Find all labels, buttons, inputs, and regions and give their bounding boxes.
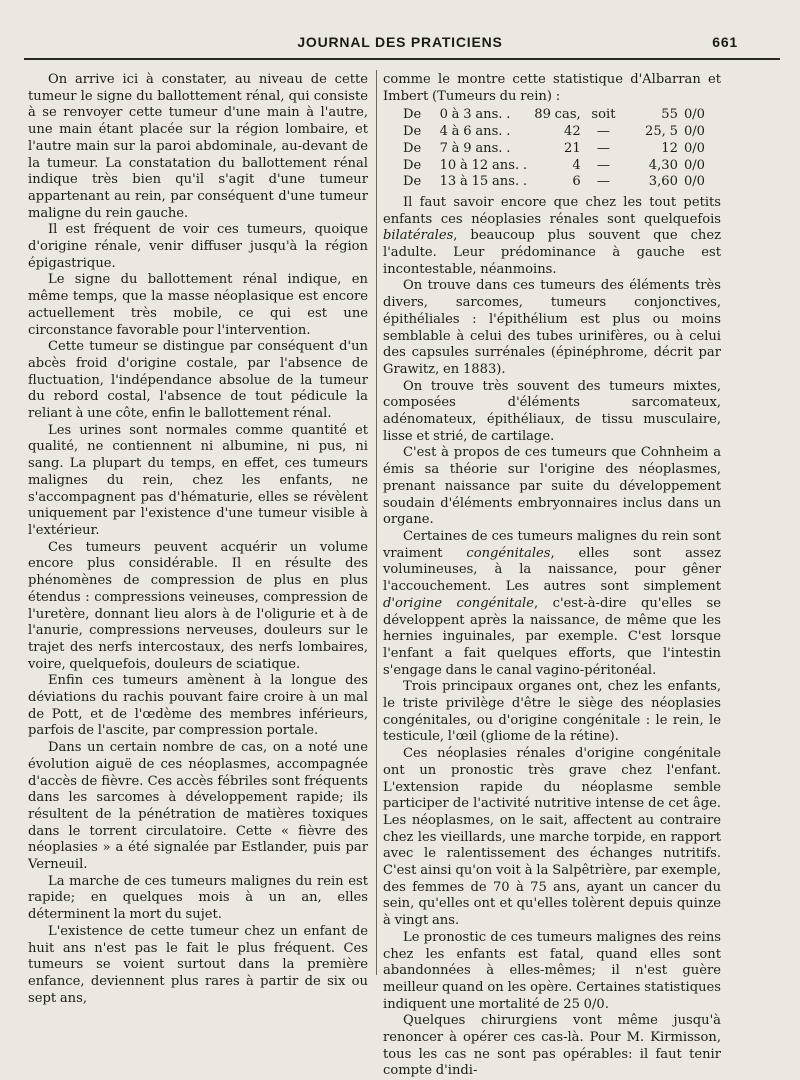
table-cell: [440, 141, 527, 158]
table-cell: 42: [564, 124, 581, 140]
text-run: , elles sont assez volumineuses, à la naissance, pour gêner l'accouchement. Les autres sont simplement: [383, 545, 722, 595]
paragraph: On trouve très souvent des tumeurs mixtes, composées d'éléments sarcomateux, adénomateux, épithéliaux, de tissu musculaire, lisse et strié, de cartilage.: [383, 378, 721, 444]
age-from: 0 à: [439, 107, 460, 123]
paragraph: Le signe du ballottement rénal indique, en même temps, que la masse néoplasique est encore actuellement très mobile, ce qui est une circonstance favorable pour l'intervention.: [28, 272, 368, 338]
table-cell: 4,30: [648, 157, 678, 173]
italic-term: d'origine congénitale: [383, 595, 534, 611]
table-cell: De: [403, 157, 422, 173]
table-cell: 0/0: [683, 157, 706, 173]
table-cell: 0/0: [683, 107, 706, 123]
paragraph: Enfin ces tumeurs amènent à la longue des déviations du rachis pouvant faire croire à un mal de Pott, et de l'œdème des membres inférieurs, parfois de l'ascite, par compression portale.: [28, 673, 368, 739]
table-cell: —: [596, 124, 610, 140]
left-column: [28, 72, 368, 1007]
table-cell: 4: [572, 157, 581, 173]
table-row: [383, 158, 721, 175]
age-to: 15 ans. .: [471, 174, 528, 190]
statistics-table: [383, 107, 721, 191]
paragraph: Trois principaux organes ont, chez les enfants, le triste privilège d'être le siège des néoplasies congénitales, ou d'origine congénitale : le rein, le testicule, l'œil (gliome de la rétine).: [383, 679, 721, 745]
table-cell: 25, 5: [645, 124, 678, 140]
table-cell: —: [596, 140, 610, 156]
running-title: JOURNAL DES PRATICIENS: [297, 34, 503, 50]
paragraph: On trouve dans ces tumeurs des éléments très divers, sarcomes, tumeurs conjonctives, épithéliales : l'épithélium est plus ou moins semblable à celui des tubes urinifères, ou à celui des capsules surrénales (épinéphrome, décrit par Grawitz, en 1883).: [383, 278, 721, 377]
paragraph: Quelques chirurgiens vont même jusqu'à renoncer à opérer ces cas-là. Pour M. Kirmisson, tous les cas ne sont pas opérables: il faut tenir compte d'indi-: [383, 1013, 721, 1079]
table-cell: De: [403, 107, 422, 123]
table-cell: 6: [572, 174, 581, 190]
paragraph: Il est fréquent de voir ces tumeurs, quoique d'origine rénale, venir diffuser jusqu'à la région épigastrique.: [28, 222, 368, 271]
italic-term: bilatérales: [383, 228, 454, 244]
paragraph: Les urines sont normales comme quantité et qualité, ne contiennent ni albumine, ni pus, ni sang. La plupart du temps, en effet, ces tumeurs malignes du rein, chez les enfants, ne s'accompagnent pas d'hématurie, elles se révèlent uniquement par l'existence d'une tumeur visible à l'extérieur.: [28, 422, 368, 538]
italic-term: congénitales: [466, 545, 551, 561]
paragraph: comme le montre cette statistique d'Albarran et Imbert (Tumeurs du rein) :: [383, 72, 721, 104]
table-cell: —: [596, 174, 610, 190]
table-cell: 55: [661, 107, 678, 123]
text-run: Il faut savoir encore que chez les tout petits enfants ces néoplasies rénales sont quelquefois: [383, 194, 721, 227]
text-run: Certaines de ces tumeurs malignes du rein sont vraiment: [383, 528, 721, 561]
paragraph: Ces tumeurs peuvent acquérir un volume encore plus considérable. Il en résulte des phénomènes de compression de plus en plus étendus : compressions veineuses, compression de l'uretère, donnant lieu alors à de l'oligurie et à de l'anurie, compressions nerveuses, douleurs sur le trajet des nerfs intercostaux, des nerfs lombaires, voire, quelquefois, douleurs de sciatique.: [28, 539, 368, 672]
paragraph: Cette tumeur se distingue par conséquent d'un abcès froid d'origine costale, par l'absence de fluctuation, l'indépendance absolue de la tumeur du rebord costal, l'absence de tout pédicule la reliant à une côte, enfin le ballottement rénal.: [28, 339, 368, 422]
paragraph: L'existence de cette tumeur chez un enfant de huit ans n'est pas le fait le plus fréquent. Ces tumeurs se voient surtout dans la première enfance, deviennent plus rares à partir de six ou sept ans,: [28, 923, 368, 1006]
table-cell: 0/0: [683, 174, 706, 190]
table-cell: [440, 107, 527, 124]
header-rule: [24, 58, 780, 60]
table-cell: 3,60: [648, 174, 678, 190]
paragraph: Le pronostic de ces tumeurs malignes des reins chez les enfants est fatal, quand elles sont abandonnées à elles-mêmes; il n'est guère meilleur quand on les opère. Certaines statistiques indiquent une mortalité de 25 0/0.: [383, 929, 721, 1012]
table-cell: De: [403, 140, 422, 156]
right-column: [383, 72, 721, 1080]
table-cell: [440, 124, 527, 141]
table-cell: [440, 158, 527, 175]
page-number: 661: [712, 34, 738, 50]
table-cell: 12: [661, 140, 678, 156]
table-cell: —: [596, 157, 610, 173]
paragraph: Dans un certain nombre de cas, on a noté une évolution aiguë de ces néoplasmes, accompagnée d'accès de fièvre. Ces accès fébriles sont fréquents dans les sarcomes à développement rapide; ils résultent de la pénétration de matières toxiques dans le torrent circulatoire. Cette « fièvre des néoplasies » a été signalée par Estlander, puis par Verneuil.: [28, 740, 368, 873]
table-cell: 21: [564, 140, 581, 156]
text-run: , c'est-à-dire qu'elles se développent après la naissance, de même que les hernies inguinales, par exemple. C'est lorsque l'enfant a fait quelques efforts, que l'intestin s'engage dans le canal vagino-péritonéal.: [383, 595, 721, 678]
table-cell: De: [403, 174, 422, 190]
table-row: [383, 141, 721, 158]
table-row: [383, 107, 721, 124]
text-run: , beaucoup plus souvent que chez l'adulte. Leur prédominance à gauche est incontestable, néanmoins.: [383, 228, 721, 277]
paragraph: [383, 195, 721, 279]
age-from: 4 à: [439, 124, 460, 140]
table-row: [383, 174, 721, 191]
age-from: 10 à: [439, 157, 468, 173]
age-to: 6 ans. .: [463, 124, 511, 140]
paragraph: La marche de ces tumeurs malignes du rein est rapide; en quelques mois à un an, elles déterminent la mort du sujet.: [28, 873, 368, 923]
age-from: 7 à: [439, 140, 460, 156]
column-divider: [376, 70, 377, 975]
table-row: [383, 124, 721, 141]
table-cell: 0/0: [683, 124, 706, 140]
paragraph: [383, 529, 721, 679]
table-cell: 89 cas,: [534, 107, 581, 123]
paragraph: On arrive ici à constater, au niveau de cette tumeur le signe du ballottement rénal, qui consiste à se renvoyer cette tumeur d'une main à l'autre, une main étant placée sur la région lombaire, et l'autre main sur la paroi abdominale, au-devant de la tumeur. La constatation du ballottement rénal indique très bien qu'il s'agit d'une tumeur appartenant au rein, par conséquent d'une tumeur maligne du rein gauche.: [28, 72, 368, 221]
paragraph: Ces néoplasies rénales d'origine congénitale ont un pronostic très grave chez l'enfant. L'extension rapide du néoplasme semble participer de l'activité nutritive intense de cet âge. Les néoplasmes, on le sait, affectent au contraire chez les vieillards, une marche torpide, en rapport avec le ralentissement des échanges nutritifs. C'est ainsi qu'on voit à la Salpêtrière, par exemple, des femmes de 70 à 75 ans, ayant un cancer du sein, qu'elles ont et qu'elles tolèrent depuis quinze à vingt ans.: [383, 746, 721, 929]
table-cell: De: [403, 124, 422, 140]
table-cell: [440, 174, 527, 191]
table-cell: soit: [591, 107, 616, 123]
age-to: 12 ans. .: [471, 157, 528, 173]
page-header: [0, 30, 800, 56]
age-to: 9 ans. .: [463, 140, 511, 156]
age-to: 3 ans. .: [463, 107, 511, 123]
paragraph: C'est à propos de ces tumeurs que Cohnheim a émis sa théorie sur l'origine des néoplasmes, prenant naissance par suite du développement soudain d'éléments embryonnaires inclus dans un organe.: [383, 445, 721, 528]
age-from: 13 à: [439, 174, 468, 190]
table-cell: 0/0: [683, 140, 706, 156]
